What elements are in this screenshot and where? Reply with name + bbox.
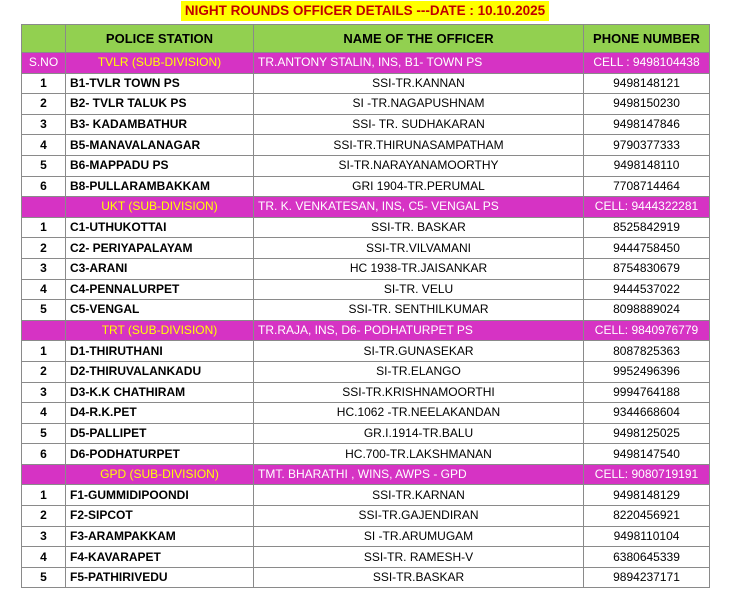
subdivision-cell: CELL: 9080719191 xyxy=(584,464,710,485)
header-phone: PHONE NUMBER xyxy=(584,25,710,53)
row-sn: 2 xyxy=(22,506,66,527)
row-phone: 9498150230 xyxy=(584,94,710,115)
row-officer: SSI-TR.KRISHNAMOORTHI xyxy=(254,382,584,403)
row-station: F3-ARAMPAKKAM xyxy=(66,526,254,547)
table-row xyxy=(22,238,710,259)
header-officer: NAME OF THE OFFICER xyxy=(254,25,584,53)
row-officer: HC.700-TR.LAKSHMANAN xyxy=(254,444,584,465)
row-phone: 9498148129 xyxy=(584,485,710,506)
row-station: D4-R.K.PET xyxy=(66,403,254,424)
row-station: D1-THIRUTHANI xyxy=(66,341,254,362)
row-phone: 9994764188 xyxy=(584,382,710,403)
row-officer: SSI-TR. SENTHILKUMAR xyxy=(254,300,584,321)
row-phone: 8754830679 xyxy=(584,258,710,279)
title-bar xyxy=(0,0,730,24)
row-sn: 1 xyxy=(22,485,66,506)
row-officer: SSI-TR.THIRUNASAMPATHAM xyxy=(254,135,584,156)
row-phone: 9498148121 xyxy=(584,73,710,94)
subdivision-row xyxy=(22,320,710,341)
row-sn: 3 xyxy=(22,382,66,403)
row-phone: 9952496396 xyxy=(584,361,710,382)
row-station: F4-KAVARAPET xyxy=(66,547,254,568)
row-sn: 4 xyxy=(22,547,66,568)
row-officer: SSI-TR.VILVAMANI xyxy=(254,238,584,259)
row-officer: SSI-TR. BASKAR xyxy=(254,217,584,238)
row-station: F2-SIPCOT xyxy=(66,506,254,527)
subdivision-row xyxy=(22,53,710,74)
row-station: D6-PODHATURPET xyxy=(66,444,254,465)
row-phone: 9444758450 xyxy=(584,238,710,259)
table-row xyxy=(22,423,710,444)
table-row xyxy=(22,279,710,300)
subdivision-cell: CELL: 9444322281 xyxy=(584,197,710,218)
subdivision-cell: CELL: 9840976779 xyxy=(584,320,710,341)
row-sn: 3 xyxy=(22,258,66,279)
row-sn: 1 xyxy=(22,341,66,362)
row-officer: SSI-TR.KARNAN xyxy=(254,485,584,506)
subdivision-inspector: TR.ANTONY STALIN, INS, B1- TOWN PS xyxy=(254,53,584,74)
subdivision-name: TRT (SUB-DIVISION) xyxy=(66,320,254,341)
row-station: D2-THIRUVALANKADU xyxy=(66,361,254,382)
row-sn: 6 xyxy=(22,176,66,197)
row-officer: SSI- TR. SUDHAKARAN xyxy=(254,114,584,135)
row-station: B1-TVLR TOWN PS xyxy=(66,73,254,94)
row-sn: 3 xyxy=(22,526,66,547)
subdivision-row xyxy=(22,197,710,218)
table-row xyxy=(22,444,710,465)
subdivision-sn-label xyxy=(22,197,66,218)
subdivision-inspector: TR. K. VENKATESAN, INS, C5- VENGAL PS xyxy=(254,197,584,218)
table-row xyxy=(22,526,710,547)
row-sn: 1 xyxy=(22,217,66,238)
page-title: NIGHT ROUNDS OFFICER DETAILS ---DATE : 10.10.2025 xyxy=(181,1,549,21)
table-row xyxy=(22,94,710,115)
row-station: D3-K.K CHATHIRAM xyxy=(66,382,254,403)
row-station: C2- PERIYAPALAYAM xyxy=(66,238,254,259)
table-row xyxy=(22,382,710,403)
row-sn: 4 xyxy=(22,135,66,156)
row-officer: GRI 1904-TR.PERUMAL xyxy=(254,176,584,197)
row-phone: 9498110104 xyxy=(584,526,710,547)
row-officer: SI -TR.NAGAPUSHNAM xyxy=(254,94,584,115)
table-row xyxy=(22,361,710,382)
subdivision-name: GPD (SUB-DIVISION) xyxy=(66,464,254,485)
row-sn: 4 xyxy=(22,403,66,424)
subdivision-row xyxy=(22,464,710,485)
table-row xyxy=(22,155,710,176)
row-sn: 5 xyxy=(22,567,66,588)
row-officer: SSI-TR. RAMESH-V xyxy=(254,547,584,568)
row-officer: SI-TR.GUNASEKAR xyxy=(254,341,584,362)
row-sn: 2 xyxy=(22,361,66,382)
header-station: POLICE STATION xyxy=(66,25,254,53)
row-phone: 8087825363 xyxy=(584,341,710,362)
row-station: C5-VENGAL xyxy=(66,300,254,321)
row-sn: 1 xyxy=(22,73,66,94)
row-sn: 2 xyxy=(22,94,66,115)
subdivision-cell: CELL : 9498104438 xyxy=(584,53,710,74)
row-phone: 9498147846 xyxy=(584,114,710,135)
row-sn: 4 xyxy=(22,279,66,300)
row-officer: GR.I.1914-TR.BALU xyxy=(254,423,584,444)
row-phone: 6380645339 xyxy=(584,547,710,568)
row-officer: SI-TR. VELU xyxy=(254,279,584,300)
subdivision-sn-label: S.NO xyxy=(22,53,66,74)
row-sn: 5 xyxy=(22,423,66,444)
row-station: F5-PATHIRIVEDU xyxy=(66,567,254,588)
row-officer: SI-TR.ELANGO xyxy=(254,361,584,382)
subdivision-inspector: TR.RAJA, INS, D6- PODHATURPET PS xyxy=(254,320,584,341)
row-phone: 8525842919 xyxy=(584,217,710,238)
row-officer: SI-TR.NARAYANAMOORTHY xyxy=(254,155,584,176)
officer-table xyxy=(21,24,710,588)
row-phone: 8220456921 xyxy=(584,506,710,527)
row-sn: 6 xyxy=(22,444,66,465)
row-phone: 9894237171 xyxy=(584,567,710,588)
row-station: C1-UTHUKOTTAI xyxy=(66,217,254,238)
row-phone: 9790377333 xyxy=(584,135,710,156)
header-row xyxy=(22,25,710,53)
row-station: B3- KADAMBATHUR xyxy=(66,114,254,135)
row-officer: SI -TR.ARUMUGAM xyxy=(254,526,584,547)
row-phone: 9498148110 xyxy=(584,155,710,176)
row-phone: 9344668604 xyxy=(584,403,710,424)
table-row xyxy=(22,73,710,94)
row-phone: 7708714464 xyxy=(584,176,710,197)
table-row xyxy=(22,135,710,156)
table-row xyxy=(22,403,710,424)
row-sn: 2 xyxy=(22,238,66,259)
row-station: D5-PALLIPET xyxy=(66,423,254,444)
table-row xyxy=(22,341,710,362)
row-station: C3-ARANI xyxy=(66,258,254,279)
row-station: B8-PULLARAMBAKKAM xyxy=(66,176,254,197)
row-station: B6-MAPPADU PS xyxy=(66,155,254,176)
row-officer: SSI-TR.BASKAR xyxy=(254,567,584,588)
table-row xyxy=(22,176,710,197)
row-sn: 5 xyxy=(22,300,66,321)
table-row xyxy=(22,258,710,279)
table-row xyxy=(22,506,710,527)
row-station: F1-GUMMIDIPOONDI xyxy=(66,485,254,506)
row-station: C4-PENNALURPET xyxy=(66,279,254,300)
subdivision-name: TVLR (SUB-DIVISION) xyxy=(66,53,254,74)
subdivision-inspector: TMT. BHARATHI , WINS, AWPS - GPD xyxy=(254,464,584,485)
table-row xyxy=(22,217,710,238)
row-phone: 9498147540 xyxy=(584,444,710,465)
subdivision-name: UKT (SUB-DIVISION) xyxy=(66,197,254,218)
row-station: B2- TVLR TALUK PS xyxy=(66,94,254,115)
row-phone: 9498125025 xyxy=(584,423,710,444)
table-row xyxy=(22,547,710,568)
table-body xyxy=(22,53,710,588)
table-row xyxy=(22,114,710,135)
table-row xyxy=(22,485,710,506)
row-officer: HC.1062 -TR.NEELAKANDAN xyxy=(254,403,584,424)
table-row xyxy=(22,300,710,321)
row-sn: 5 xyxy=(22,155,66,176)
row-officer: SSI-TR.GAJENDIRAN xyxy=(254,506,584,527)
header-sn-blank xyxy=(22,25,66,53)
subdivision-sn-label xyxy=(22,320,66,341)
row-officer: SSI-TR.KANNAN xyxy=(254,73,584,94)
row-officer: HC 1938-TR.JAISANKAR xyxy=(254,258,584,279)
subdivision-sn-label xyxy=(22,464,66,485)
row-phone: 8098889024 xyxy=(584,300,710,321)
row-sn: 3 xyxy=(22,114,66,135)
row-phone: 9444537022 xyxy=(584,279,710,300)
table-row xyxy=(22,567,710,588)
row-station: B5-MANAVALANAGAR xyxy=(66,135,254,156)
